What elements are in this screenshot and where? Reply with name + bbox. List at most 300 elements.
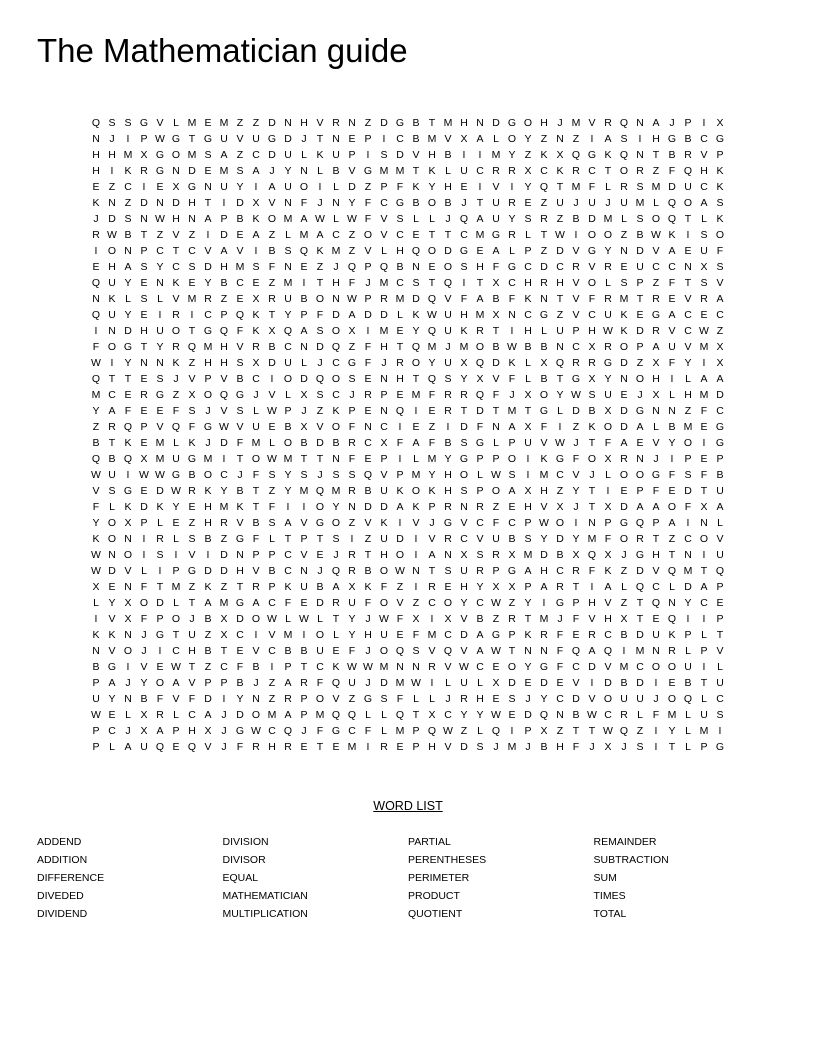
grid-letter: T xyxy=(124,373,132,385)
grid-letter: B xyxy=(316,581,324,593)
grid-letter: J xyxy=(317,469,323,481)
grid-letter: Q xyxy=(667,565,677,577)
grid-letter: E xyxy=(108,709,116,721)
grid-letter: L xyxy=(701,213,707,225)
grid-letter: T xyxy=(412,165,420,177)
grid-letter: Z xyxy=(252,117,260,129)
grid-letter: F xyxy=(300,197,308,209)
grid-letter: C xyxy=(108,725,116,737)
grid-letter: V xyxy=(348,165,356,177)
grid-letter: M xyxy=(283,629,293,641)
grid-letter: A xyxy=(220,245,228,257)
grid-letter: H xyxy=(220,261,228,273)
grid-letter: E xyxy=(396,325,404,337)
grid-letter: G xyxy=(507,565,517,577)
grid-letter: L xyxy=(173,597,179,609)
grid-letter: E xyxy=(92,181,100,193)
grid-letter: X xyxy=(188,389,196,401)
grid-letter: D xyxy=(332,309,340,321)
grid-letter: Y xyxy=(428,357,436,369)
grid-letter: V xyxy=(172,229,180,241)
grid-letter: I xyxy=(686,229,690,241)
grid-letter: P xyxy=(716,453,724,465)
grid-letter: O xyxy=(379,565,389,577)
grid-letter: D xyxy=(636,677,644,689)
grid-letter: U xyxy=(588,197,596,209)
grid-letter: H xyxy=(220,341,228,353)
grid-letter: V xyxy=(604,597,612,609)
grid-letter: F xyxy=(716,245,724,257)
grid-letter: K xyxy=(412,309,420,321)
grid-letter: M xyxy=(395,293,405,305)
grid-letter: N xyxy=(668,405,676,417)
grid-letter: Y xyxy=(124,277,132,289)
grid-letter: R xyxy=(348,549,356,561)
grid-letter: V xyxy=(252,565,260,577)
grid-letter: Z xyxy=(524,149,532,161)
grid-letter: N xyxy=(156,197,164,209)
grid-letter: Z xyxy=(620,229,628,241)
grid-letter: S xyxy=(380,693,388,705)
grid-letter: M xyxy=(459,341,469,353)
grid-letter: H xyxy=(396,245,404,257)
grid-letter: T xyxy=(316,277,324,289)
grid-letter: D xyxy=(236,613,244,625)
grid-letter: W xyxy=(347,661,357,673)
grid-letter: J xyxy=(669,117,675,129)
grid-letter: F xyxy=(572,613,580,625)
grid-letter: Y xyxy=(412,325,420,337)
grid-letter: I xyxy=(430,677,434,689)
grid-letter: I xyxy=(398,453,402,465)
grid-letter: K xyxy=(412,181,420,193)
grid-letter: G xyxy=(555,453,565,465)
grid-letter: B xyxy=(268,245,276,257)
grid-letter: P xyxy=(92,677,100,689)
grid-letter: Z xyxy=(124,197,132,209)
grid-letter: T xyxy=(524,405,532,417)
grid-letter: P xyxy=(284,405,292,417)
grid-letter: H xyxy=(444,485,452,497)
grid-letter: C xyxy=(396,133,404,145)
grid-letter: F xyxy=(604,437,612,449)
grid-letter: L xyxy=(173,117,179,129)
grid-letter: C xyxy=(604,709,612,721)
grid-letter: X xyxy=(252,293,260,305)
grid-letter: E xyxy=(204,165,212,177)
grid-letter: O xyxy=(507,133,517,145)
grid-letter: D xyxy=(636,565,644,577)
grid-letter: P xyxy=(220,213,228,225)
grid-letter: J xyxy=(253,389,259,401)
grid-letter: A xyxy=(412,437,420,449)
grid-letter: W xyxy=(491,645,501,657)
grid-letter: L xyxy=(125,709,131,721)
grid-letter: A xyxy=(124,741,132,753)
grid-letter: B xyxy=(332,165,340,177)
grid-letter: V xyxy=(716,533,724,545)
grid-letter: G xyxy=(123,341,133,353)
grid-letter: C xyxy=(396,277,404,289)
grid-letter: W xyxy=(411,677,421,689)
grid-letter: A xyxy=(476,213,484,225)
grid-letter: U xyxy=(252,133,260,145)
grid-letter: N xyxy=(524,645,532,657)
grid-letter: I xyxy=(110,357,114,369)
grid-letter: Z xyxy=(204,629,212,641)
grid-letter: X xyxy=(460,549,468,561)
grid-letter: C xyxy=(716,309,724,321)
grid-letter: M xyxy=(203,341,213,353)
grid-letter: X xyxy=(700,261,708,273)
grid-letter: R xyxy=(604,293,612,305)
grid-letter: C xyxy=(236,629,244,641)
grid-letter: P xyxy=(172,725,180,737)
grid-letter: E xyxy=(108,581,116,593)
grid-letter: G xyxy=(715,133,725,145)
grid-letter: W xyxy=(491,709,501,721)
grid-letter: F xyxy=(412,629,420,641)
grid-letter: I xyxy=(94,613,98,625)
grid-letter: F xyxy=(572,741,580,753)
grid-letter: P xyxy=(140,421,148,433)
grid-letter: Z xyxy=(364,117,372,129)
grid-letter: B xyxy=(204,613,212,625)
grid-letter: N xyxy=(556,341,564,353)
grid-letter: Q xyxy=(587,549,597,561)
grid-letter: O xyxy=(379,597,389,609)
grid-letter: M xyxy=(379,661,389,673)
grid-letter: W xyxy=(91,565,101,577)
grid-letter: V xyxy=(444,133,452,145)
grid-letter: I xyxy=(270,661,274,673)
grid-letter: P xyxy=(476,485,484,497)
grid-letter: J xyxy=(365,645,371,657)
grid-letter: S xyxy=(476,741,484,753)
grid-letter: A xyxy=(204,597,212,609)
grid-letter: O xyxy=(667,661,677,673)
grid-letter: P xyxy=(220,309,228,321)
grid-letter: R xyxy=(428,661,436,673)
grid-letter: M xyxy=(571,181,581,193)
grid-letter: U xyxy=(92,693,100,705)
grid-letter: A xyxy=(604,581,612,593)
grid-letter: R xyxy=(588,357,596,369)
grid-letter: F xyxy=(380,581,388,593)
grid-letter: C xyxy=(268,645,276,657)
grid-letter: O xyxy=(619,165,629,177)
grid-letter: A xyxy=(476,645,484,657)
grid-letter: X xyxy=(268,325,276,337)
grid-letter: X xyxy=(604,453,612,465)
grid-letter: L xyxy=(605,277,611,289)
grid-letter: Z xyxy=(316,405,324,417)
grid-letter: T xyxy=(716,629,724,641)
grid-letter: H xyxy=(108,149,116,161)
grid-letter: A xyxy=(252,165,260,177)
grid-letter: J xyxy=(365,277,371,289)
grid-letter: F xyxy=(588,293,596,305)
grid-letter: H xyxy=(556,741,564,753)
grid-letter: K xyxy=(556,165,564,177)
grid-letter: R xyxy=(508,613,516,625)
grid-letter: O xyxy=(283,437,293,449)
grid-letter: P xyxy=(492,565,500,577)
grid-letter: X xyxy=(604,549,612,561)
grid-letter: C xyxy=(652,581,660,593)
grid-letter: Z xyxy=(428,421,436,433)
grid-letter: D xyxy=(716,389,724,401)
grid-letter: H xyxy=(140,325,148,337)
grid-letter: M xyxy=(603,213,613,225)
grid-letter: L xyxy=(413,453,419,465)
grid-letter: O xyxy=(635,373,645,385)
grid-letter: I xyxy=(622,645,626,657)
grid-letter: E xyxy=(332,741,340,753)
grid-letter: E xyxy=(236,645,244,657)
grid-letter: Y xyxy=(124,309,132,321)
grid-letter: B xyxy=(140,693,148,705)
grid-letter: R xyxy=(268,293,276,305)
grid-letter: C xyxy=(252,373,260,385)
grid-letter: D xyxy=(620,357,628,369)
grid-letter: I xyxy=(654,725,658,737)
grid-letter: M xyxy=(587,533,597,545)
grid-letter: E xyxy=(476,245,484,257)
grid-letter: K xyxy=(236,501,244,513)
grid-letter: V xyxy=(236,133,244,145)
grid-letter: S xyxy=(460,261,468,273)
grid-letter: V xyxy=(172,693,180,705)
grid-letter: V xyxy=(188,373,196,385)
grid-letter: M xyxy=(219,501,229,513)
grid-letter: M xyxy=(219,165,229,177)
grid-letter: N xyxy=(156,277,164,289)
grid-letter: A xyxy=(716,373,724,385)
grid-letter: P xyxy=(492,453,500,465)
grid-letter: Y xyxy=(572,533,580,545)
grid-letter: O xyxy=(315,693,325,705)
grid-letter: G xyxy=(475,437,485,449)
grid-letter: I xyxy=(142,533,146,545)
grid-letter: E xyxy=(172,741,180,753)
grid-letter: D xyxy=(412,293,420,305)
grid-letter: F xyxy=(652,485,660,497)
grid-letter: B xyxy=(108,453,116,465)
grid-letter: L xyxy=(301,149,307,161)
grid-letter: Q xyxy=(667,613,677,625)
grid-letter: C xyxy=(700,181,708,193)
grid-letter: Q xyxy=(155,741,165,753)
word-list-item: DIVISION xyxy=(222,836,269,848)
grid-letter: K xyxy=(428,165,436,177)
grid-letter: J xyxy=(317,357,323,369)
grid-letter: W xyxy=(155,133,165,145)
grid-letter: D xyxy=(316,597,324,609)
grid-letter: J xyxy=(109,133,115,145)
grid-letter: D xyxy=(268,149,276,161)
grid-letter: V xyxy=(188,677,196,689)
grid-letter: U xyxy=(332,149,340,161)
grid-letter: V xyxy=(412,517,420,529)
grid-letter: H xyxy=(524,501,532,513)
grid-letter: M xyxy=(235,261,245,273)
grid-letter: E xyxy=(412,229,420,241)
grid-letter: S xyxy=(156,373,164,385)
grid-letter: M xyxy=(523,549,533,561)
grid-letter: Y xyxy=(124,357,132,369)
grid-letter: T xyxy=(684,213,692,225)
grid-letter: D xyxy=(588,661,596,673)
grid-letter: R xyxy=(604,117,612,129)
grid-letter: O xyxy=(523,117,533,129)
grid-letter: H xyxy=(476,261,484,273)
grid-letter: M xyxy=(331,245,341,257)
grid-letter: S xyxy=(700,277,708,289)
grid-letter: I xyxy=(510,181,514,193)
grid-letter: E xyxy=(636,437,644,449)
grid-letter: N xyxy=(668,597,676,609)
grid-letter: R xyxy=(492,549,500,561)
grid-letter: Q xyxy=(427,293,437,305)
grid-letter: C xyxy=(556,261,564,273)
grid-letter: L xyxy=(413,213,419,225)
grid-letter: S xyxy=(204,149,212,161)
grid-letter: U xyxy=(108,277,116,289)
grid-letter: J xyxy=(317,565,323,577)
grid-letter: Y xyxy=(460,597,468,609)
grid-letter: D xyxy=(524,709,532,721)
grid-letter: O xyxy=(411,357,421,369)
word-list-item: TIMES xyxy=(593,890,626,902)
grid-letter: C xyxy=(428,597,436,609)
grid-letter: H xyxy=(460,309,468,321)
grid-letter: C xyxy=(508,277,516,289)
grid-letter: V xyxy=(572,277,580,289)
grid-letter: E xyxy=(652,613,660,625)
grid-letter: I xyxy=(398,421,402,433)
grid-letter: T xyxy=(668,741,676,753)
grid-letter: S xyxy=(460,485,468,497)
grid-letter: A xyxy=(348,309,356,321)
grid-letter: P xyxy=(300,709,308,721)
grid-letter: V xyxy=(428,533,436,545)
grid-letter: G xyxy=(235,533,245,545)
grid-letter: M xyxy=(443,117,453,129)
grid-letter: F xyxy=(124,405,132,417)
grid-letter: Y xyxy=(460,373,468,385)
grid-letter: C xyxy=(636,661,644,673)
grid-letter: M xyxy=(667,709,677,721)
grid-letter: S xyxy=(156,549,164,561)
grid-letter: B xyxy=(204,533,212,545)
grid-letter: S xyxy=(636,741,644,753)
grid-letter: I xyxy=(702,357,706,369)
word-list-item: SUBTRACTION xyxy=(593,854,669,866)
grid-letter: W xyxy=(91,469,101,481)
grid-letter: T xyxy=(188,325,196,337)
grid-letter: G xyxy=(507,261,517,273)
grid-letter: E xyxy=(140,277,148,289)
grid-letter: Y xyxy=(444,453,452,465)
grid-letter: G xyxy=(155,165,165,177)
grid-letter: V xyxy=(668,325,676,337)
grid-letter: U xyxy=(700,245,708,257)
grid-letter: H xyxy=(380,549,388,561)
grid-letter: J xyxy=(573,501,579,513)
grid-letter: T xyxy=(652,149,660,161)
grid-letter: O xyxy=(683,197,693,209)
grid-letter: Y xyxy=(92,517,100,529)
grid-letter: T xyxy=(236,453,244,465)
grid-letter: S xyxy=(700,229,708,241)
grid-letter: Z xyxy=(636,725,644,737)
grid-letter: Y xyxy=(428,181,436,193)
grid-letter: S xyxy=(348,469,356,481)
grid-letter: I xyxy=(302,277,306,289)
grid-letter: Z xyxy=(572,133,580,145)
grid-letter: I xyxy=(526,469,530,481)
grid-letter: J xyxy=(301,133,307,145)
grid-letter: A xyxy=(284,709,292,721)
grid-letter: I xyxy=(206,229,210,241)
grid-letter: G xyxy=(635,405,645,417)
grid-letter: R xyxy=(156,533,164,545)
grid-letter: R xyxy=(620,181,628,193)
grid-letter: L xyxy=(669,581,675,593)
grid-letter: F xyxy=(236,325,244,337)
grid-letter: V xyxy=(108,645,116,657)
grid-letter: M xyxy=(267,709,277,721)
grid-letter: I xyxy=(366,325,370,337)
word-list-heading: WORD LIST xyxy=(373,799,443,813)
grid-letter: T xyxy=(428,565,436,577)
grid-letter: A xyxy=(204,213,212,225)
grid-letter: C xyxy=(524,309,532,321)
grid-letter: Z xyxy=(188,581,196,593)
grid-letter: N xyxy=(300,341,308,353)
grid-letter: U xyxy=(380,629,388,641)
grid-letter: B xyxy=(300,437,308,449)
word-list xyxy=(37,836,779,926)
grid-letter: F xyxy=(556,629,564,641)
grid-letter: P xyxy=(636,341,644,353)
grid-letter: Z xyxy=(540,245,548,257)
grid-letter: D xyxy=(268,117,276,129)
grid-letter: V xyxy=(492,181,500,193)
grid-letter: E xyxy=(668,293,676,305)
grid-letter: M xyxy=(395,165,405,177)
grid-letter: S xyxy=(396,213,404,225)
grid-letter: Q xyxy=(91,309,101,321)
grid-letter: G xyxy=(587,149,597,161)
grid-letter: Q xyxy=(347,709,357,721)
grid-letter: L xyxy=(365,709,371,721)
grid-letter: E xyxy=(700,309,708,321)
grid-letter: X xyxy=(220,613,228,625)
grid-letter: E xyxy=(396,741,404,753)
grid-letter: F xyxy=(92,341,100,353)
grid-letter: Q xyxy=(619,149,629,161)
grid-letter: I xyxy=(190,309,194,321)
grid-letter: F xyxy=(492,517,500,529)
grid-letter: R xyxy=(556,581,564,593)
grid-letter: K xyxy=(620,325,628,337)
grid-letter: N xyxy=(412,661,420,673)
grid-letter: V xyxy=(444,741,452,753)
grid-letter: L xyxy=(493,133,499,145)
grid-letter: E xyxy=(300,597,308,609)
